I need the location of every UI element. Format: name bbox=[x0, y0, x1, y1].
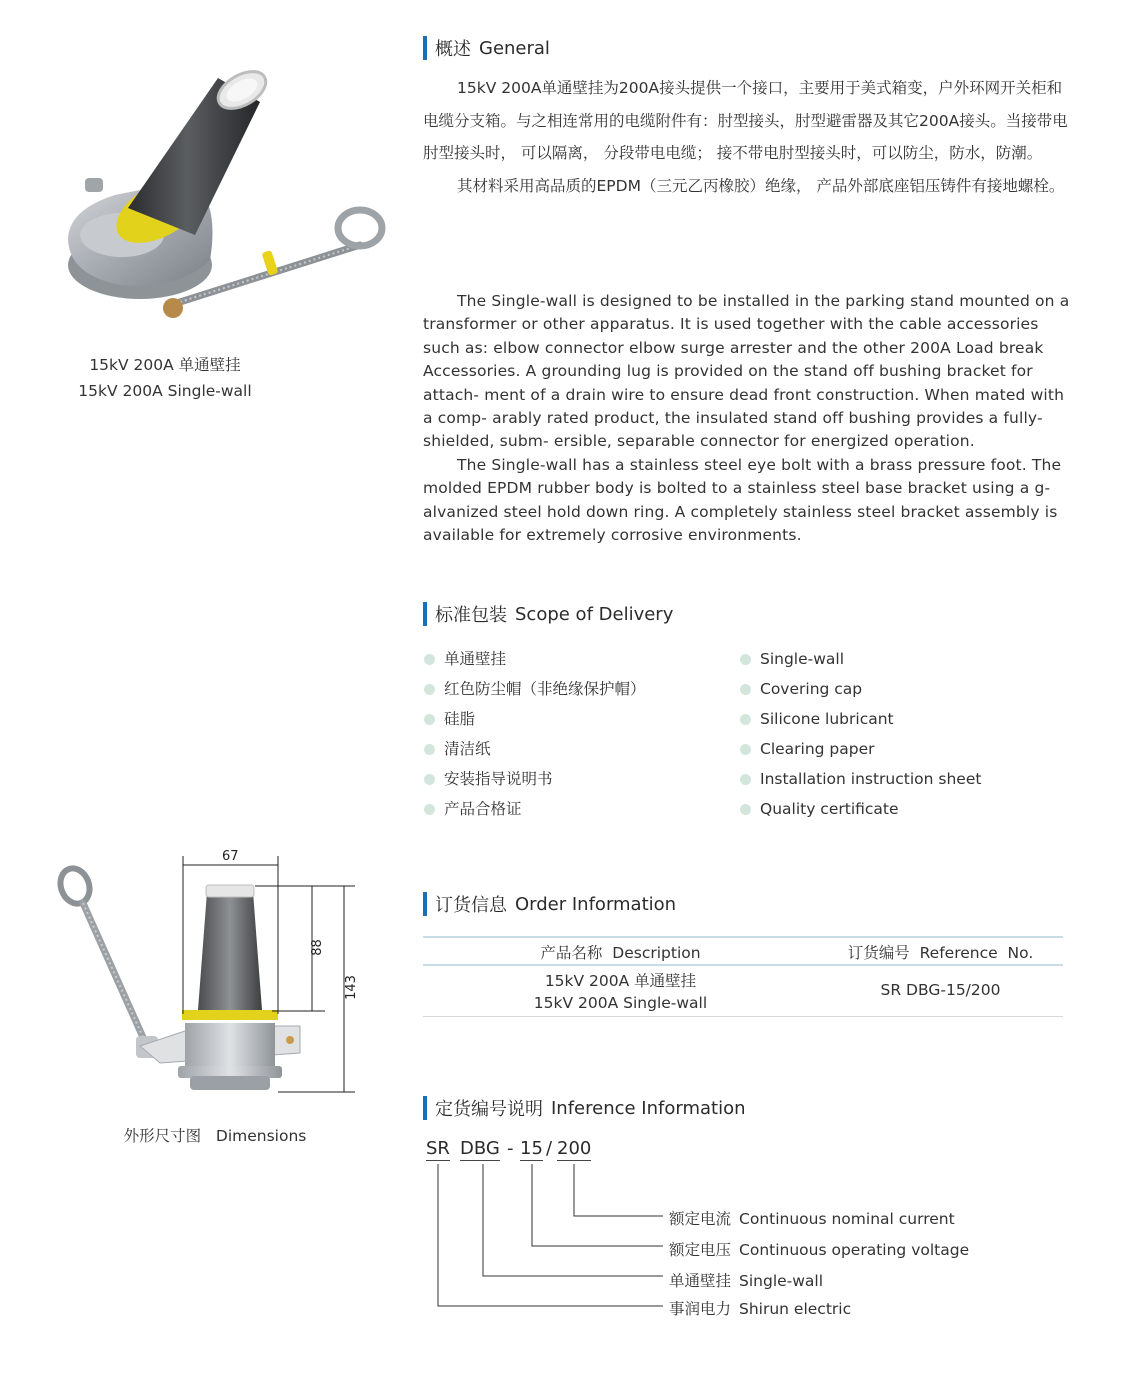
dim-width-label: 67 bbox=[222, 849, 239, 864]
dim-total-height-label: 143 bbox=[343, 975, 359, 1000]
bullet-icon bbox=[424, 714, 435, 725]
dim-body-height-label: 88 bbox=[309, 939, 325, 956]
general-cn-paragraph: 15kV 200A单通壁挂为200A接头提供一个接口，主要用于美式箱变，户外环网开关柜和电缆分支箱。与之相连常用的电缆附件有：肘型接头，肘型避雷器及其它200A接头。当接带电肘型接头时， 可以隔离， 分段带电电缆； 接不带电肘型接头时，可以防尘，防水，防潮。 bbox=[423, 79, 1068, 162]
heading-accent-bar bbox=[423, 1096, 427, 1120]
legend-company: 事润电力 Shirun electric bbox=[669, 1300, 852, 1318]
scope-heading bbox=[423, 601, 673, 627]
inference-title-cn: 定货编号说明 bbox=[435, 1099, 543, 1120]
scope-list-en bbox=[740, 644, 981, 824]
code-part-dash: - bbox=[507, 1138, 514, 1159]
heading-accent-bar bbox=[423, 892, 427, 916]
scope-title-en: Scope of Delivery bbox=[515, 603, 674, 625]
heading-accent-bar bbox=[423, 602, 427, 626]
list-item: Single-wall bbox=[740, 644, 981, 674]
bullet-icon bbox=[740, 714, 751, 725]
bullet-icon bbox=[740, 804, 751, 815]
scope-title-cn: 标准包装 bbox=[435, 605, 507, 626]
product-caption bbox=[55, 352, 275, 404]
general-en-paragraph: The Single-wall is designed to be installed in the parking stand mounted on a transformer or other apparatus. It is used together with the cable accessories such as: elbow connector elbow surge arrester and the other 200A Load break Accessories. A grounding lug is provided on the stand off bushing bracket for attach- ment of a drain wire to ensure dead front construction. When mated with a comp- arably rated product, the insulated stand off bushing provides a fully-shielded, subm- ersible, separable connector for energized operation. bbox=[423, 292, 1070, 451]
bullet-icon bbox=[740, 774, 751, 785]
dimensions-caption: 外形尺寸图 Dimensions bbox=[123, 1127, 307, 1145]
table-cell-description: 15kV 200A 单通壁挂 15kV 200A Single-wall bbox=[533, 972, 708, 1012]
inference-heading bbox=[423, 1095, 746, 1121]
bullet-icon bbox=[424, 684, 435, 695]
product-caption-cn: 15kV 200A 单通壁挂 bbox=[89, 356, 241, 374]
list-item: Clearing paper bbox=[740, 734, 981, 764]
general-title-en: General bbox=[479, 37, 550, 59]
code-part-slash: / bbox=[546, 1138, 553, 1159]
order-title-en: Order Information bbox=[515, 893, 677, 915]
order-title-cn: 订货信息 bbox=[435, 895, 507, 916]
bullet-icon bbox=[424, 744, 435, 755]
product-caption-en: 15kV 200A Single-wall bbox=[78, 382, 252, 400]
dimensions-drawing bbox=[50, 848, 370, 1098]
bullet-icon bbox=[424, 804, 435, 815]
legend-product: 单通壁挂 Single-wall bbox=[669, 1272, 824, 1290]
table-header-description: 产品名称 Description bbox=[540, 944, 701, 962]
table-cell-reference: SR DBG-15/200 bbox=[880, 981, 1001, 999]
table-bottom-rule bbox=[423, 1016, 1063, 1017]
general-cn-text bbox=[423, 72, 1073, 202]
table-header-reference: 订货编号 Reference No. bbox=[847, 944, 1034, 962]
list-item: 红色防尘帽（非绝缘保护帽） bbox=[424, 674, 646, 704]
general-heading bbox=[423, 35, 550, 61]
list-item: 清洁纸 bbox=[424, 734, 646, 764]
table-header-rule bbox=[423, 964, 1063, 966]
bullet-icon bbox=[424, 774, 435, 785]
code-part-sr: SR bbox=[426, 1138, 450, 1159]
bullet-icon bbox=[424, 654, 435, 665]
list-item: Quality certificate bbox=[740, 794, 981, 824]
general-title-cn: 概述 bbox=[435, 39, 471, 60]
general-en-paragraph: The Single-wall has a stainless steel eye bolt with a brass pressure foot. The molded EPDM rubber body is bolted to a stainless steel base bracket using a g- alvanized steel hold down ring. A completely stainless steel bracket assembly is available for extremely corrosive environments. bbox=[423, 455, 1062, 545]
bullet-icon bbox=[740, 654, 751, 665]
code-part-voltage: 15 bbox=[520, 1138, 543, 1159]
list-item: 产品合格证 bbox=[424, 794, 646, 824]
table-top-rule bbox=[423, 936, 1063, 938]
code-part-dbg: DBG bbox=[460, 1138, 500, 1159]
list-item: 安装指导说明书 bbox=[424, 764, 646, 794]
legend-voltage: 额定电压 Continuous operating voltage bbox=[669, 1241, 970, 1259]
list-item: 硅脂 bbox=[424, 704, 646, 734]
code-part-current: 200 bbox=[557, 1138, 592, 1159]
general-cn-paragraph: 其材料采用高品质的EPDM（三元乙丙橡胶）绝缘， 产品外部底座铝压铸件有接地螺栓。 bbox=[457, 176, 1065, 195]
heading-accent-bar bbox=[423, 36, 427, 60]
general-en-text bbox=[423, 290, 1073, 547]
legend-current: 额定电流 Continuous nominal current bbox=[669, 1210, 955, 1228]
list-item: Installation instruction sheet bbox=[740, 764, 981, 794]
list-item: Silicone lubricant bbox=[740, 704, 981, 734]
product-photo bbox=[60, 60, 390, 330]
inference-title-en: Inference Information bbox=[551, 1097, 746, 1119]
bullet-icon bbox=[740, 744, 751, 755]
list-item: 单通壁挂 bbox=[424, 644, 646, 674]
list-item: Covering cap bbox=[740, 674, 981, 704]
order-heading bbox=[423, 891, 676, 917]
code-leader-lines bbox=[420, 1160, 670, 1310]
bullet-icon bbox=[740, 684, 751, 695]
scope-list-cn bbox=[424, 644, 646, 824]
